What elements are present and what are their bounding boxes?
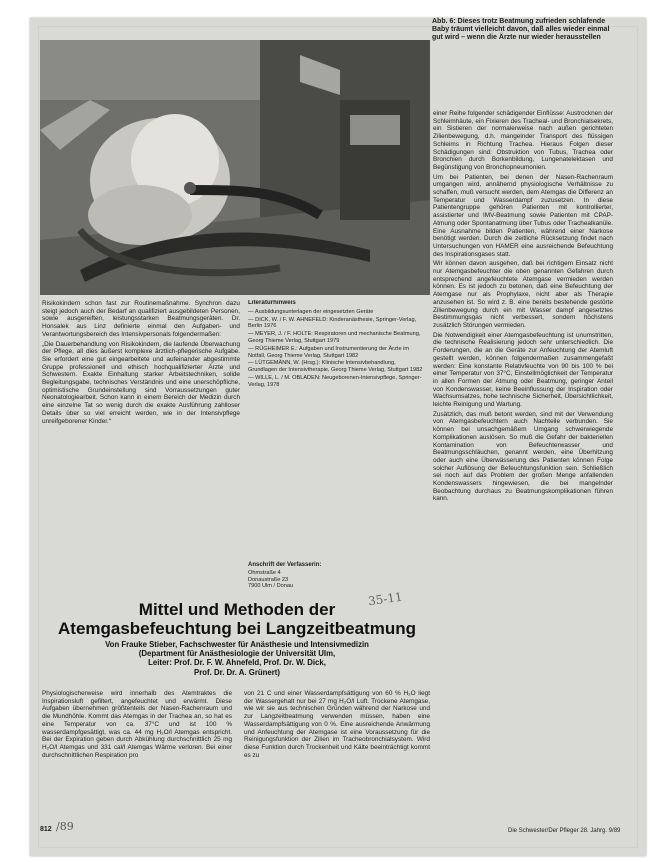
paragraph: Physiologischerweise wird innerhalb des Atemtraktes die Inspirationsluft gefiltert, angefeuchtet und erwärmt. Diese Aufgaben übernehmen größtenteils der Nasen-Rachenraum und die Mundhöhle. Kommt das Atemgas in der Trachea an, so hat es eine Temperatur von ca. 37°C und ist 100 % wasserdampfgesättigt, was ca. 44 mg H₂O/l Atemgas entspricht. Bei der Expiration geben durch Abkühlung durchschnittlich 25 mg H₂O/l Atemgas und 331 cal/l Atemgas Wärme verloren. Bei einer durchschnittlichen Respiration pro xyxy=(42,690,232,759)
literature-entry: — DICK, W. / F. W. AHNEFELD: Kinderanästhesie, Springer-Verlag, Berlin 1976 xyxy=(248,316,417,330)
photo-illustration xyxy=(40,40,430,295)
literature-entry: — LÜTGEMÄNN, W. (Hrsg.): Klinische Intensivbehandlung, Grundlagen der Intensivtherapie, Georg Thieme Verlag, Stuttgart 1982 xyxy=(248,360,423,374)
literature-entry: — WILLE, L. / M. OBLADEN: Neugeborenen-Intensivpflege, Springer-Verlag, 1978 xyxy=(248,374,422,388)
body-column-middle xyxy=(244,690,430,808)
address-heading: Anschrift der Verfasserin: xyxy=(248,562,322,568)
author-byline xyxy=(42,640,432,677)
handwritten-mark: /89 xyxy=(56,820,74,833)
paragraph: Wir können davon ausgehen, daß bei richtigem Einsatz nicht nur Atemgasbefeuchter die oben genannten Gefahren durch entsprechend angefeuchtete Atemgase vermieden werden können. Es ist jedoch zu betonen, daß eine Befeuchtung der Atemgase nur als Prophylaxe, nicht aber als Therapie anzusehen ist. So wird z. B. eine bereits bestehende gestörte Zilienbewegung durch ein mit Wasser dampf angesetztes Bestimmungsgas nicht verbessert, sondern höchstens zusätzlich Störungen vermieden. xyxy=(433,260,613,329)
literature-list xyxy=(248,300,426,550)
paragraph: „Die Dauerbehandlung von Risikokindern, die laufende Überwachung der Pflege, all dies äußerst komplexe ärztlich-pflegerische Aufgabe. Sie erfordert eine gut eingearbeitete und aufeinander abgestimmte Gruppe professionell und ethisch hochqualifizierter Ärzte und Schwestern. Exakte Einhaltung starker Arbeitstechniken, solide Begleitungsgabe, technisches Verständnis und eine unerschöpfliche, optimistische Grundeinstellung sind Vorraussetzungen guter Neonatologiearbeit. Schon kann in einem Bereich der Medizin durch eine einzelne Tat so wenig durch die exakte Ausführung zahlloser Details über so viel erreicht werden, wie in der Intensivpflege unreifgeborener Kinder.“ xyxy=(42,340,240,425)
paragraph: Zusätzlich, das muß betont werden, sind mit der Verwendung von Atemgasbefeuchtern auch Nachteile verbunden. Sie können bei unsachgemäßem Umgang schwerwiegende Komplikationen auslösen. So muß die Gefahr der bakteriellen Kontamination von Befeuchterwasser und Beatmungsschläuchen, genannt werden, eine Überhitzung oder auch eine Überwässerung des Patienten können Folge solcher Auflösung der Befeuchtungsfunktion sein. Schließlich sei noch auf das Problem der großen Menge anfallenden Kondenswassers hingewiesen, die bei mangelnder Beobachtung durchaus zu Beatmungskomplikationen führen kann. xyxy=(433,410,613,503)
infant-ventilation-photo xyxy=(40,40,430,295)
body-column-right xyxy=(433,110,613,818)
photo-caption: Abb. 6: Dieses trotz Beatmung zufrieden schlafende Baby träumt vielleicht davon, daß alles wieder einmal gut wird – wenn die Ärzte nur wieder herausstellen xyxy=(432,18,610,42)
paragraph: einer Reihe folgender schädigender Einflüsse: Austrocknen der Schleimhäute, ein Fixieren des Tracheal- und Bronchialsekrets, ein Sistieren der normalerweise nach außen gerichteten Zilienbewegung, d.h. mangelnder Transport des flüssigen Schleims in Richtung Trachea. Hieraus Folgen dieser Schädigungen sind: Obstruktion von Tubus, Trachea oder Bronchien durch Borkenbildung, Lungenatelektasen und Begünstigung von Bronchopneumonien. xyxy=(433,110,613,171)
handwritten-note: 35-11 xyxy=(367,589,404,609)
byline-line: Leiter: Prof. Dr. F. W. Ahnefeld, Prof. Dr. W. Dick, xyxy=(148,658,326,668)
address-line: Donaustraße 23 xyxy=(248,576,289,583)
paragraph: von 21 C und einer Wasserdampfsättigung von 60 % H₂O liegt der Wassergehalt nur bei 27 mg H₂O/l Luft. Trockene Atemgase, wie wir sie aus technischen Gründen während der Narkose und zur Langzeitbeatmung verwenden müssen, haben eine Wasserdampfsättigung von 0 %. Eine ausreichende Anwärmung und Anfeuchtung der Atemgase ist eine Voraussetzung für die Reinigungsfunktion der Zilien im Tracheobronchialsystem. Wird diese Funktion durch Trockenheit und Kälte beeinträchtigt kommt es zu xyxy=(244,690,430,759)
literature-entry: — MEYER, J. / F. HOLTE: Respiratoren und mechanische Beatmung, Georg Thieme Verlag, Stuttgart 1979 xyxy=(248,331,421,344)
paragraph: Um bei Patienten, bei denen der Nasen-Rachenraum umgangen wird, annähernd physiologische Verhältnisse zu schaffen, muß versucht werden, dem Atemgas die Differenz an Temperatur und Wasserdampf zuzusetzen. In diese Patientengruppe gehören Patienten mit kontrollierter, assistierter und IMV-Beatmung sowie Patienten mit CPAP-Atmung oder Spontanatmung über Tubus oder Trachealkanüle. Eine Ausnahme bilden Patienten, während einer Narkose benötigt werden. Durch die zeitliche Rücksetzung findet nach Untersuchungen von HAMER eine ausreichende Befeuchtung des Inspirationsgases statt. xyxy=(433,173,613,258)
byline-line: Von Frauke Stieber, Fachschwester für Anästhesie und Intensivmedizin xyxy=(105,640,369,649)
title-line: Mittel und Methoden der xyxy=(138,600,336,619)
byline-line: (Department für Anästhesiologie der Universität Ulm, xyxy=(138,649,336,659)
address-line: 7900 Ulm / Donau xyxy=(248,583,294,590)
article-title xyxy=(42,600,432,638)
intro-column xyxy=(42,300,240,585)
title-line: Atemgasbefeuchtung bei Langzeitbeatmung xyxy=(58,619,416,638)
body-column-left xyxy=(42,690,232,808)
literature-entry: — RÜGHEIMER E.: Aufgaben und Instrumentierung der Ärzte im Notfall, Georg Thieme Verlag, Stuttgart 1982 xyxy=(248,345,410,359)
paragraph: Risikokindern schon fast zur Routinemaßnahme. Synchron dazu steigt jedoch auch der Bedarf an qualifiziert ausgebildeten Personen, sowie ausgereiften, leistungsstarken Beatmungsgeräten. Dr. Honsalek aus Linz definierte einmal den Aufgaben- und Verantwortungsbereich des Intensivpersonals folgendermaßen: xyxy=(42,300,240,338)
literature-entry: — Ausbildungsunterlagen der eingesetzten Geräte xyxy=(248,308,374,315)
address-line: Ohmstraße 4 xyxy=(248,569,281,576)
paragraph: Die Notwendigkeit einer Atemgasbefeuchtung ist unumstritten, die technische Realisierung jedoch sehr unterschiedlich. Die Forderungen, die an die Geräte zur Anfeuchtung der Atemluft gestellt werden, können folgendermaßen zusammengefaßt werden: Eine konstante Relativfeuchte von 90 bis 100 % bei einer Temperatur von 37°C, Einstellmöglichkeit der Temperatur in allen Formen der Atmung oder Beatmung, geringer Anteil von Kondenswasser, keine Beeinflussung der Inspiration oder Wachsumsatzes, hohe technische Sicherheit, Übersichtlichkeit, leichte Reinigung und Wartung. xyxy=(433,331,613,409)
byline-line: Prof. Dr. Dr. A. Grünert) xyxy=(194,667,280,677)
journal-footer: Die Schwester/Der Pfleger 28. Jahrg. 9/89 xyxy=(508,828,621,834)
page-number: 812 xyxy=(40,826,52,833)
literature-heading: Literaturhinweis xyxy=(248,300,296,306)
